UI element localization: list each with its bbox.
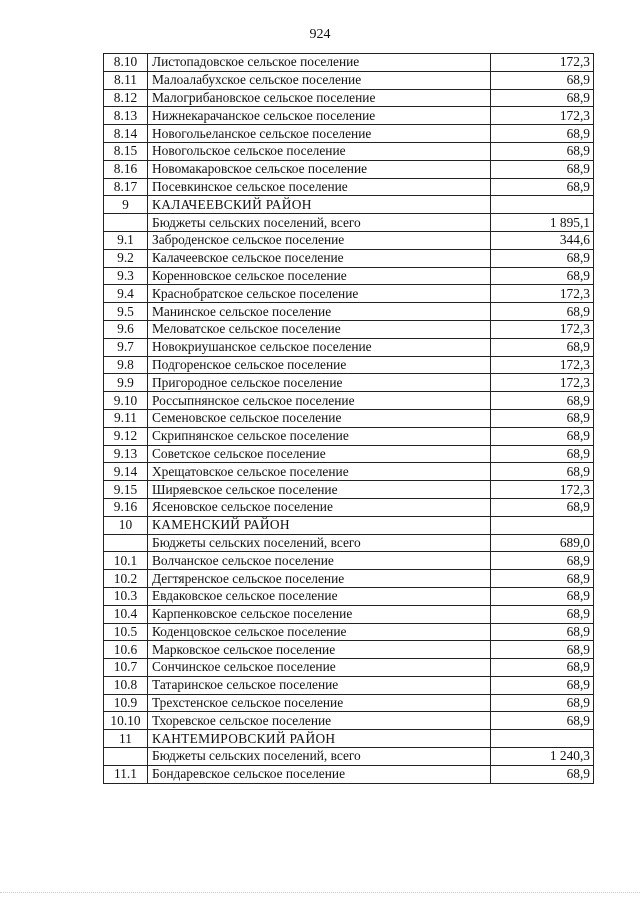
row-name: Заброденское сельское поселение (148, 231, 491, 249)
table-row (104, 160, 594, 178)
table-row (104, 712, 594, 730)
row-name: Калачеевское сельское поселение (148, 249, 491, 267)
row-number: 8.14 (104, 125, 148, 143)
row-name: Бондаревское сельское поселение (148, 765, 491, 783)
row-name: Пригородное сельское поселение (148, 374, 491, 392)
table-row (104, 694, 594, 712)
row-name: Бюджеты сельских поселений, всего (148, 214, 491, 232)
row-number: 10.3 (104, 587, 148, 605)
table-row (104, 445, 594, 463)
row-name: Коденцовское сельское поселение (148, 623, 491, 641)
row-value: 172,3 (491, 481, 594, 499)
row-number (104, 214, 148, 232)
row-name: Коренновское сельское поселение (148, 267, 491, 285)
row-value: 68,9 (491, 463, 594, 481)
table-row (104, 605, 594, 623)
row-number: 10.6 (104, 641, 148, 659)
table-row (104, 231, 594, 249)
row-number: 9.4 (104, 285, 148, 303)
table-row (104, 178, 594, 196)
row-number: 10.9 (104, 694, 148, 712)
table-row (104, 320, 594, 338)
row-name: Малогрибановское сельское поселение (148, 89, 491, 107)
row-number: 9.10 (104, 392, 148, 410)
district-row (104, 516, 594, 534)
row-value: 68,9 (491, 765, 594, 783)
table-row (104, 267, 594, 285)
row-name: КАЛАЧЕЕВСКИЙ РАЙОН (148, 196, 491, 214)
row-value: 68,9 (491, 659, 594, 677)
row-value: 689,0 (491, 534, 594, 552)
district-row (104, 196, 594, 214)
table-row (104, 142, 594, 160)
row-value: 68,9 (491, 125, 594, 143)
row-value: 172,3 (491, 374, 594, 392)
row-number: 9.13 (104, 445, 148, 463)
row-name: Бюджеты сельских поселений, всего (148, 748, 491, 766)
row-value (491, 196, 594, 214)
row-value: 68,9 (491, 552, 594, 570)
row-value: 68,9 (491, 409, 594, 427)
row-value: 172,3 (491, 285, 594, 303)
row-value: 68,9 (491, 338, 594, 356)
row-value: 1 240,3 (491, 748, 594, 766)
row-number: 9.6 (104, 320, 148, 338)
row-number: 11.1 (104, 765, 148, 783)
table-row (104, 214, 594, 232)
row-value: 68,9 (491, 427, 594, 445)
budget-table (103, 53, 594, 784)
row-name: Манинское сельское поселение (148, 303, 491, 321)
row-name: Скрипнянское сельское поселение (148, 427, 491, 445)
row-name: Волчанское сельское поселение (148, 552, 491, 570)
row-value (491, 516, 594, 534)
row-number: 8.11 (104, 71, 148, 89)
table-row (104, 641, 594, 659)
row-name: КАМЕНСКИЙ РАЙОН (148, 516, 491, 534)
row-number: 9.7 (104, 338, 148, 356)
row-value: 68,9 (491, 71, 594, 89)
scan-edge (0, 892, 640, 895)
district-row (104, 730, 594, 748)
table-row (104, 89, 594, 107)
row-number: 10.5 (104, 623, 148, 641)
row-number: 9.8 (104, 356, 148, 374)
row-name: Новокриушанское сельское поселение (148, 338, 491, 356)
table-row (104, 107, 594, 125)
table-row (104, 676, 594, 694)
table-row (104, 570, 594, 588)
row-value: 68,9 (491, 498, 594, 516)
row-number: 9 (104, 196, 148, 214)
row-number: 10.8 (104, 676, 148, 694)
row-name: Россыпнянское сельское поселение (148, 392, 491, 410)
row-number: 10 (104, 516, 148, 534)
table-row (104, 748, 594, 766)
row-number: 9.1 (104, 231, 148, 249)
row-value (491, 730, 594, 748)
row-number: 10.1 (104, 552, 148, 570)
row-value: 172,3 (491, 107, 594, 125)
row-name: Нижнекарачанское сельское поселение (148, 107, 491, 125)
row-number: 9.16 (104, 498, 148, 516)
table-body (104, 54, 594, 784)
row-number (104, 748, 148, 766)
row-number: 9.12 (104, 427, 148, 445)
table-row (104, 54, 594, 72)
row-value: 68,9 (491, 694, 594, 712)
table-row (104, 427, 594, 445)
row-value: 68,9 (491, 142, 594, 160)
row-value: 68,9 (491, 445, 594, 463)
row-name: Краснобратское сельское поселение (148, 285, 491, 303)
row-value: 68,9 (491, 676, 594, 694)
table-row (104, 534, 594, 552)
row-value: 1 895,1 (491, 214, 594, 232)
table-row (104, 285, 594, 303)
table-row (104, 392, 594, 410)
row-number: 9.5 (104, 303, 148, 321)
row-name: Татаринское сельское поселение (148, 676, 491, 694)
table-row (104, 409, 594, 427)
table-row (104, 498, 594, 516)
row-value: 68,9 (491, 249, 594, 267)
table-row (104, 249, 594, 267)
row-number: 8.13 (104, 107, 148, 125)
row-number: 10.7 (104, 659, 148, 677)
table-row (104, 659, 594, 677)
table-row (104, 552, 594, 570)
row-value: 68,9 (491, 641, 594, 659)
row-name: Марковское сельское поселение (148, 641, 491, 659)
row-name: Хрещатовское сельское поселение (148, 463, 491, 481)
page-number: 924 (309, 27, 331, 42)
row-name: Дегтяренское сельское поселение (148, 570, 491, 588)
row-value: 68,9 (491, 587, 594, 605)
row-number: 9.11 (104, 409, 148, 427)
row-name: Новогольеланское сельское поселение (148, 125, 491, 143)
row-name: Ясеновское сельское поселение (148, 498, 491, 516)
table-row (104, 338, 594, 356)
row-name: Трехстенское сельское поселение (148, 694, 491, 712)
table-row (104, 587, 594, 605)
row-value: 68,9 (491, 89, 594, 107)
table-row (104, 356, 594, 374)
row-value: 344,6 (491, 231, 594, 249)
table-row (104, 765, 594, 783)
row-name: Посевкинское сельское поселение (148, 178, 491, 196)
row-name: Листопадовское сельское поселение (148, 54, 491, 72)
row-number: 9.15 (104, 481, 148, 499)
row-number: 10.4 (104, 605, 148, 623)
row-value: 68,9 (491, 392, 594, 410)
table-row (104, 623, 594, 641)
row-value: 172,3 (491, 54, 594, 72)
row-name: Ширяевское сельское поселение (148, 481, 491, 499)
row-name: Карпенковское сельское поселение (148, 605, 491, 623)
row-name: Меловатское сельское поселение (148, 320, 491, 338)
row-name: Тхоревское сельское поселение (148, 712, 491, 730)
table-row (104, 125, 594, 143)
row-name: Сончинское сельское поселение (148, 659, 491, 677)
row-name: КАНТЕМИРОВСКИЙ РАЙОН (148, 730, 491, 748)
row-value: 68,9 (491, 160, 594, 178)
row-name: Подгоренское сельское поселение (148, 356, 491, 374)
row-value: 68,9 (491, 623, 594, 641)
row-name: Новомакаровское сельское поселение (148, 160, 491, 178)
row-value: 68,9 (491, 178, 594, 196)
row-value: 68,9 (491, 570, 594, 588)
row-number: 10.10 (104, 712, 148, 730)
row-name: Малоалабухское сельское поселение (148, 71, 491, 89)
row-value: 68,9 (491, 303, 594, 321)
row-number: 8.12 (104, 89, 148, 107)
row-number: 8.15 (104, 142, 148, 160)
row-value: 68,9 (491, 712, 594, 730)
row-value: 172,3 (491, 356, 594, 374)
table-row (104, 71, 594, 89)
row-name: Советское сельское поселение (148, 445, 491, 463)
row-name: Новогольское сельское поселение (148, 142, 491, 160)
row-number: 9.14 (104, 463, 148, 481)
row-number: 8.10 (104, 54, 148, 72)
row-number: 9.3 (104, 267, 148, 285)
row-number: 11 (104, 730, 148, 748)
table-row (104, 481, 594, 499)
row-name: Бюджеты сельских поселений, всего (148, 534, 491, 552)
row-name: Семеновское сельское поселение (148, 409, 491, 427)
row-number (104, 534, 148, 552)
row-value: 172,3 (491, 320, 594, 338)
row-number: 9.2 (104, 249, 148, 267)
row-value: 68,9 (491, 605, 594, 623)
table-row (104, 463, 594, 481)
table-row (104, 374, 594, 392)
row-number: 10.2 (104, 570, 148, 588)
row-number: 8.16 (104, 160, 148, 178)
row-name: Евдаковское сельское поселение (148, 587, 491, 605)
row-number: 8.17 (104, 178, 148, 196)
row-number: 9.9 (104, 374, 148, 392)
table-row (104, 303, 594, 321)
row-value: 68,9 (491, 267, 594, 285)
